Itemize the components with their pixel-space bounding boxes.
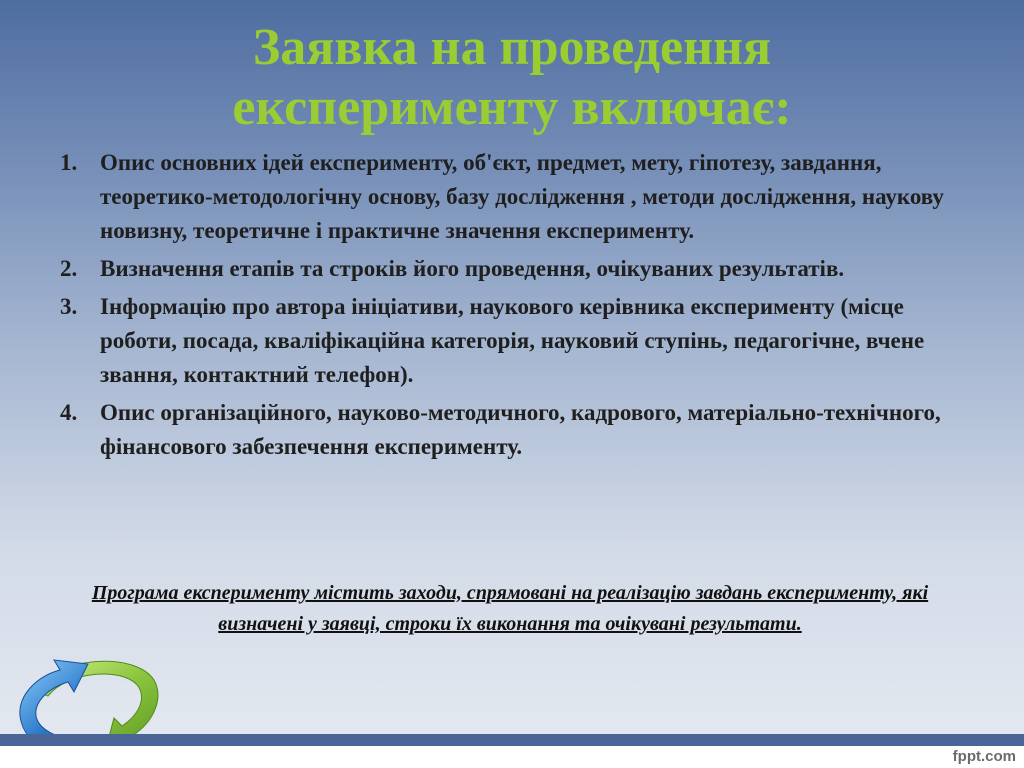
list-item-number: 2. bbox=[60, 256, 78, 281]
footer bbox=[0, 746, 1024, 768]
list-item-1 bbox=[60, 146, 960, 248]
slide-title-line-2: експерименту включає: bbox=[232, 79, 792, 136]
requirements-list bbox=[60, 146, 960, 464]
list-item-2 bbox=[60, 252, 960, 286]
list-item-text: Опис основних ідей експерименту, об'єкт, предмет, мету, гіпотезу, завдання, теоретико-методологічну основу, базу дослідження , методи дослідження, наукову новизну, теоретичне і практичне значення експерименту. bbox=[100, 150, 944, 243]
list-item-text: Інформацію про автора ініціативи, наукового керівника експерименту (місце роботи, посада, кваліфікаційна категорія, науковий ступінь, педагогічне, вчене звання, контактний телефон). bbox=[100, 294, 925, 387]
slide-title-line-1: Заявка на проведення bbox=[252, 19, 772, 76]
list-item-number: 4. bbox=[60, 400, 78, 425]
list-item-3 bbox=[60, 290, 960, 392]
program-note: Програма експерименту містить заходи, спрямовані на реалізацію завдань експерименту, які визначені у заявці, строки їх виконання та очікувані результати. bbox=[91, 582, 929, 635]
footer-brand: fppt.com bbox=[952, 748, 1016, 765]
list-item-text: Опис організаційного, науково-методичного, кадрового, матеріально-технічного, фінансового забезпечення експерименту. bbox=[100, 400, 941, 459]
bottom-bar bbox=[0, 734, 1024, 746]
list-item-number: 3. bbox=[60, 294, 78, 319]
list-item-number: 1. bbox=[60, 150, 78, 175]
list-item-text: Визначення етапів та строків його проведення, очікуваних результатів. bbox=[100, 256, 845, 281]
slide-title bbox=[0, 18, 1024, 138]
slide-content bbox=[60, 146, 960, 468]
list-item-4 bbox=[60, 396, 960, 464]
